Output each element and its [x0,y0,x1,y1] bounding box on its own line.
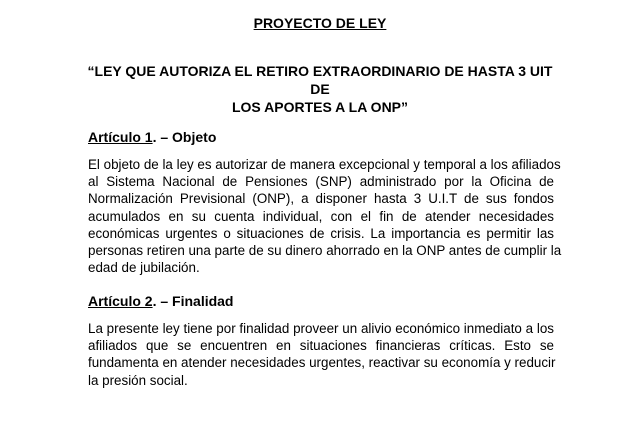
article-2-title: . – Finalidad [152,293,234,309]
article-1-title: . – Objeto [152,129,217,145]
paragraph-line: personas retiren una parte de su dinero ahorrado en la ONP antes de cumplir la [88,243,562,259]
document-heading: PROYECTO DE LEY [253,15,387,31]
article-2-paragraph [88,320,554,389]
article-2-heading [88,292,233,310]
paragraph-line: al Sistema Nacional de Pensiones (SNP) administrado por la Oficina de [88,174,554,190]
document-title-line: LOS APORTES A LA ONP” [231,99,409,115]
paragraph-line: la presión social. [88,372,188,388]
paragraph-line: Normalización Previsional (ONP), a disponer hasta 3 U.I.T de sus fondos [88,191,554,207]
paragraph-line: afiliados que se encuentren en situaciones financieras críticas. Esto se [88,338,554,354]
article-2-number: Artículo 2 [88,293,153,309]
document-title [80,62,560,116]
paragraph-line: La presente ley tiene por finalidad proveer un alivio económico inmediato a los [88,321,554,336]
paragraph-line: edad de jubilación. [88,260,200,276]
article-1-paragraph [88,156,562,276]
paragraph-line: acumulados en su cuenta individual, con el fin de atender necesidades [88,208,554,224]
article-1-heading [88,128,216,146]
article-1-number: Artículo 1 [88,129,153,145]
paragraph-line: fundamenta en atender necesidades urgentes, reactivar su economía y reducir [88,355,556,371]
paragraph-line: económicas urgentes o situaciones de crisis. La importancia es permitir las [88,225,554,241]
paragraph-line: El objeto de la ley es autorizar de manera excepcional y temporal a los afiliados [88,157,561,172]
document-title-line: “LEY QUE AUTORIZA EL RETIRO EXTRAORDINARIO DE HASTA 3 UIT DE [87,63,553,97]
